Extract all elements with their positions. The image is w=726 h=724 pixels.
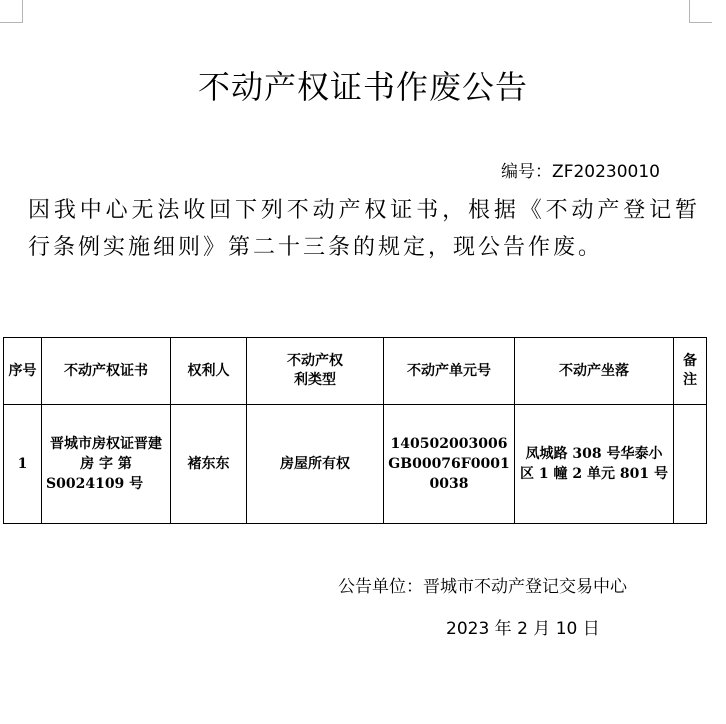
cell-right-type: 房屋所有权 [247, 405, 384, 524]
document-number: 编号：ZF20230010 [501, 162, 660, 182]
header-owner: 权利人 [171, 338, 247, 405]
cell-seq: 1 [4, 405, 42, 524]
certificate-table [3, 337, 707, 524]
header-certificate: 不动产权证书 [42, 338, 171, 405]
header-right-type: 不动产权利类型 [247, 338, 384, 405]
notice-body: 因我中心无法收回下列不动产权证书，根据《不动产登记暂行条例实施细则》第二十三条的规定，现公告作废。 [28, 198, 700, 260]
issue-date: 2023 年 2 月 10 日 [446, 619, 600, 639]
header-unit-number: 不动产单元号 [384, 338, 515, 405]
table-header-row [4, 338, 707, 405]
page-corner-mark-top-left [0, 0, 23, 23]
cell-owner: 褚东东 [171, 405, 247, 524]
issuing-unit: 公告单位：晋城市不动产登记交易中心 [338, 577, 627, 597]
cell-unit-number: 140502003006GB00076F00010038 [384, 405, 515, 524]
cell-certificate: 晋城市房权证晋建 房 字 第S0024109 号 [42, 405, 171, 524]
header-location: 不动产坐落 [515, 338, 674, 405]
cell-location: 凤城路 308 号华泰小区 1 幢 2 单元 801 号 [515, 405, 674, 524]
header-remark: 备注 [674, 338, 707, 405]
table-row [4, 405, 707, 524]
page-title: 不动产权证书作废公告 [197, 68, 528, 106]
cell-remark [674, 405, 707, 524]
page-corner-mark-top-right [689, 0, 712, 23]
header-seq: 序号 [4, 338, 42, 405]
